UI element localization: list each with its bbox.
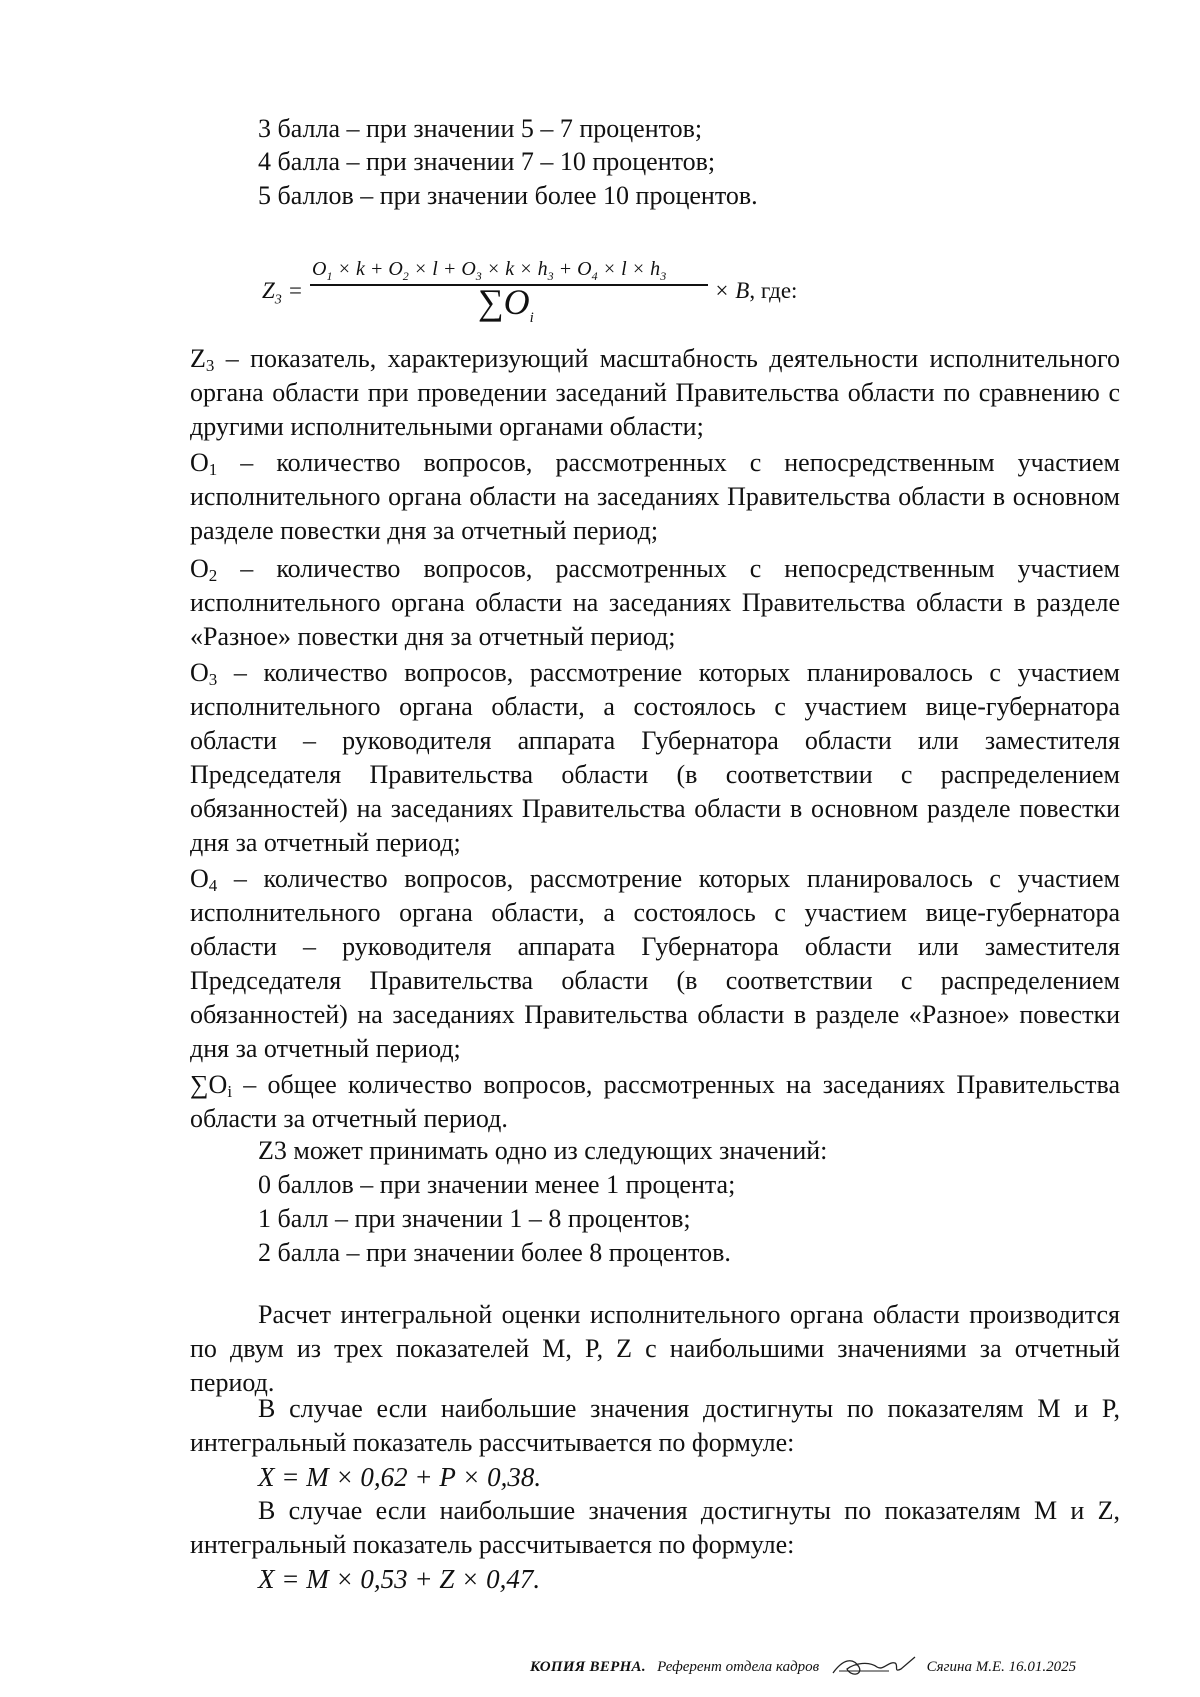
score-line: 0 баллов – при значении менее 1 процента; <box>258 1170 736 1199</box>
definition-z3: $Z_3$ – показатель, характеризующий масштабность деятельности исполнительного органа области при проведении заседаний Правительства области по сравнению с другими исполнительными органами области; <box>190 344 1120 441</box>
z3-values-intro: Z3 может принимать одно из следующих значений: <box>258 1136 828 1165</box>
z3-formula <box>262 252 822 327</box>
score-line: 4 балла – при значении 7 – 10 процентов; <box>258 147 716 176</box>
integral-paragraph: Расчет интегральной оценки исполнительного органа области производится по двум из трех показателей M, P, Z с наибольшими значениями за отчетный период. <box>190 1300 1120 1397</box>
formula-rhs: × B, где: <box>714 278 798 303</box>
formula-mz: X = M × 0,53 + Z × 0,47. <box>258 1564 541 1594</box>
certifier-name-date: Сягина М.Е. 16.01.2025 <box>926 1659 1077 1675</box>
formula-numerator: $O_1 \times k + O_2 \times l + O_3 \times k \times h_3 + O_4 \times l \times h_3$ <box>312 258 667 283</box>
certification-footer <box>530 1650 1076 1684</box>
formula-lhs: $Z_3$ = <box>262 278 304 308</box>
definition-o3: $O_3$ – количество вопросов, рассмотрение которых планировалось с участием исполнительного органа области, а состоялось с участием вице-губернатора области – руководителя аппарата Губернатора области или заместителя Председателя Правительства области (в соответствии с распределением обязанностей) на заседаниях Правительства области в основном разделе повестки дня за отчетный период; <box>190 658 1120 857</box>
definition-o1: $O_1$ – количество вопросов, рассмотренных с непосредственным участием исполнительного органа области на заседаниях Правительства области в основном разделе повестки дня за отчетный период; <box>190 448 1120 545</box>
score-list-top <box>258 112 758 213</box>
definition-sum-oi: $\sum O_i$ – общее количество вопросов, рассмотренных на заседаниях Правительства области за отчетный период. <box>190 1070 1120 1133</box>
signature-icon <box>829 1653 917 1679</box>
certified-copy-label: КОПИЯ ВЕРНА. <box>530 1659 646 1675</box>
score-line: 3 балла – при значении 5 – 7 процентов; <box>258 114 703 143</box>
score-line: 2 балла – при значении более 8 процентов. <box>258 1238 731 1267</box>
definition-o4: $O_4$ – количество вопросов, рассмотрение которых планировалось с участием исполнительного органа области, а состоялось с участием вице-губернатора области – руководителя аппарата Губернатора области или заместителя Председателя Правительства области (в соответствии с распределением обязанностей) на заседаниях Правительства области в разделе «Разное» повестки дня за отчетный период; <box>190 864 1120 1063</box>
score-line: 5 баллов – при значении более 10 процентов. <box>258 181 758 210</box>
certifier-position: Референт отдела кадров <box>657 1659 820 1675</box>
case-mz-paragraph: В случае если наибольшие значения достигнуты по показателям M и Z, интегральный показатель рассчитывается по формуле: <box>190 1496 1120 1559</box>
formula-denominator: $\sum O_i$ <box>478 282 534 327</box>
z3-values-list <box>258 1134 827 1270</box>
score-line: 1 балл – при значении 1 – 8 процентов; <box>258 1204 691 1233</box>
case-mp-paragraph: В случае если наибольшие значения достигнуты по показателям M и P, интегральный показатель рассчитывается по формуле: <box>190 1394 1120 1457</box>
definition-o2: $O_2$ – количество вопросов, рассмотренных с непосредственным участием исполнительного органа области на заседаниях Правительства области в разделе «Разное» повестки дня за отчетный период; <box>190 554 1120 651</box>
formula-mp: X = M × 0,62 + P × 0,38. <box>258 1462 542 1492</box>
